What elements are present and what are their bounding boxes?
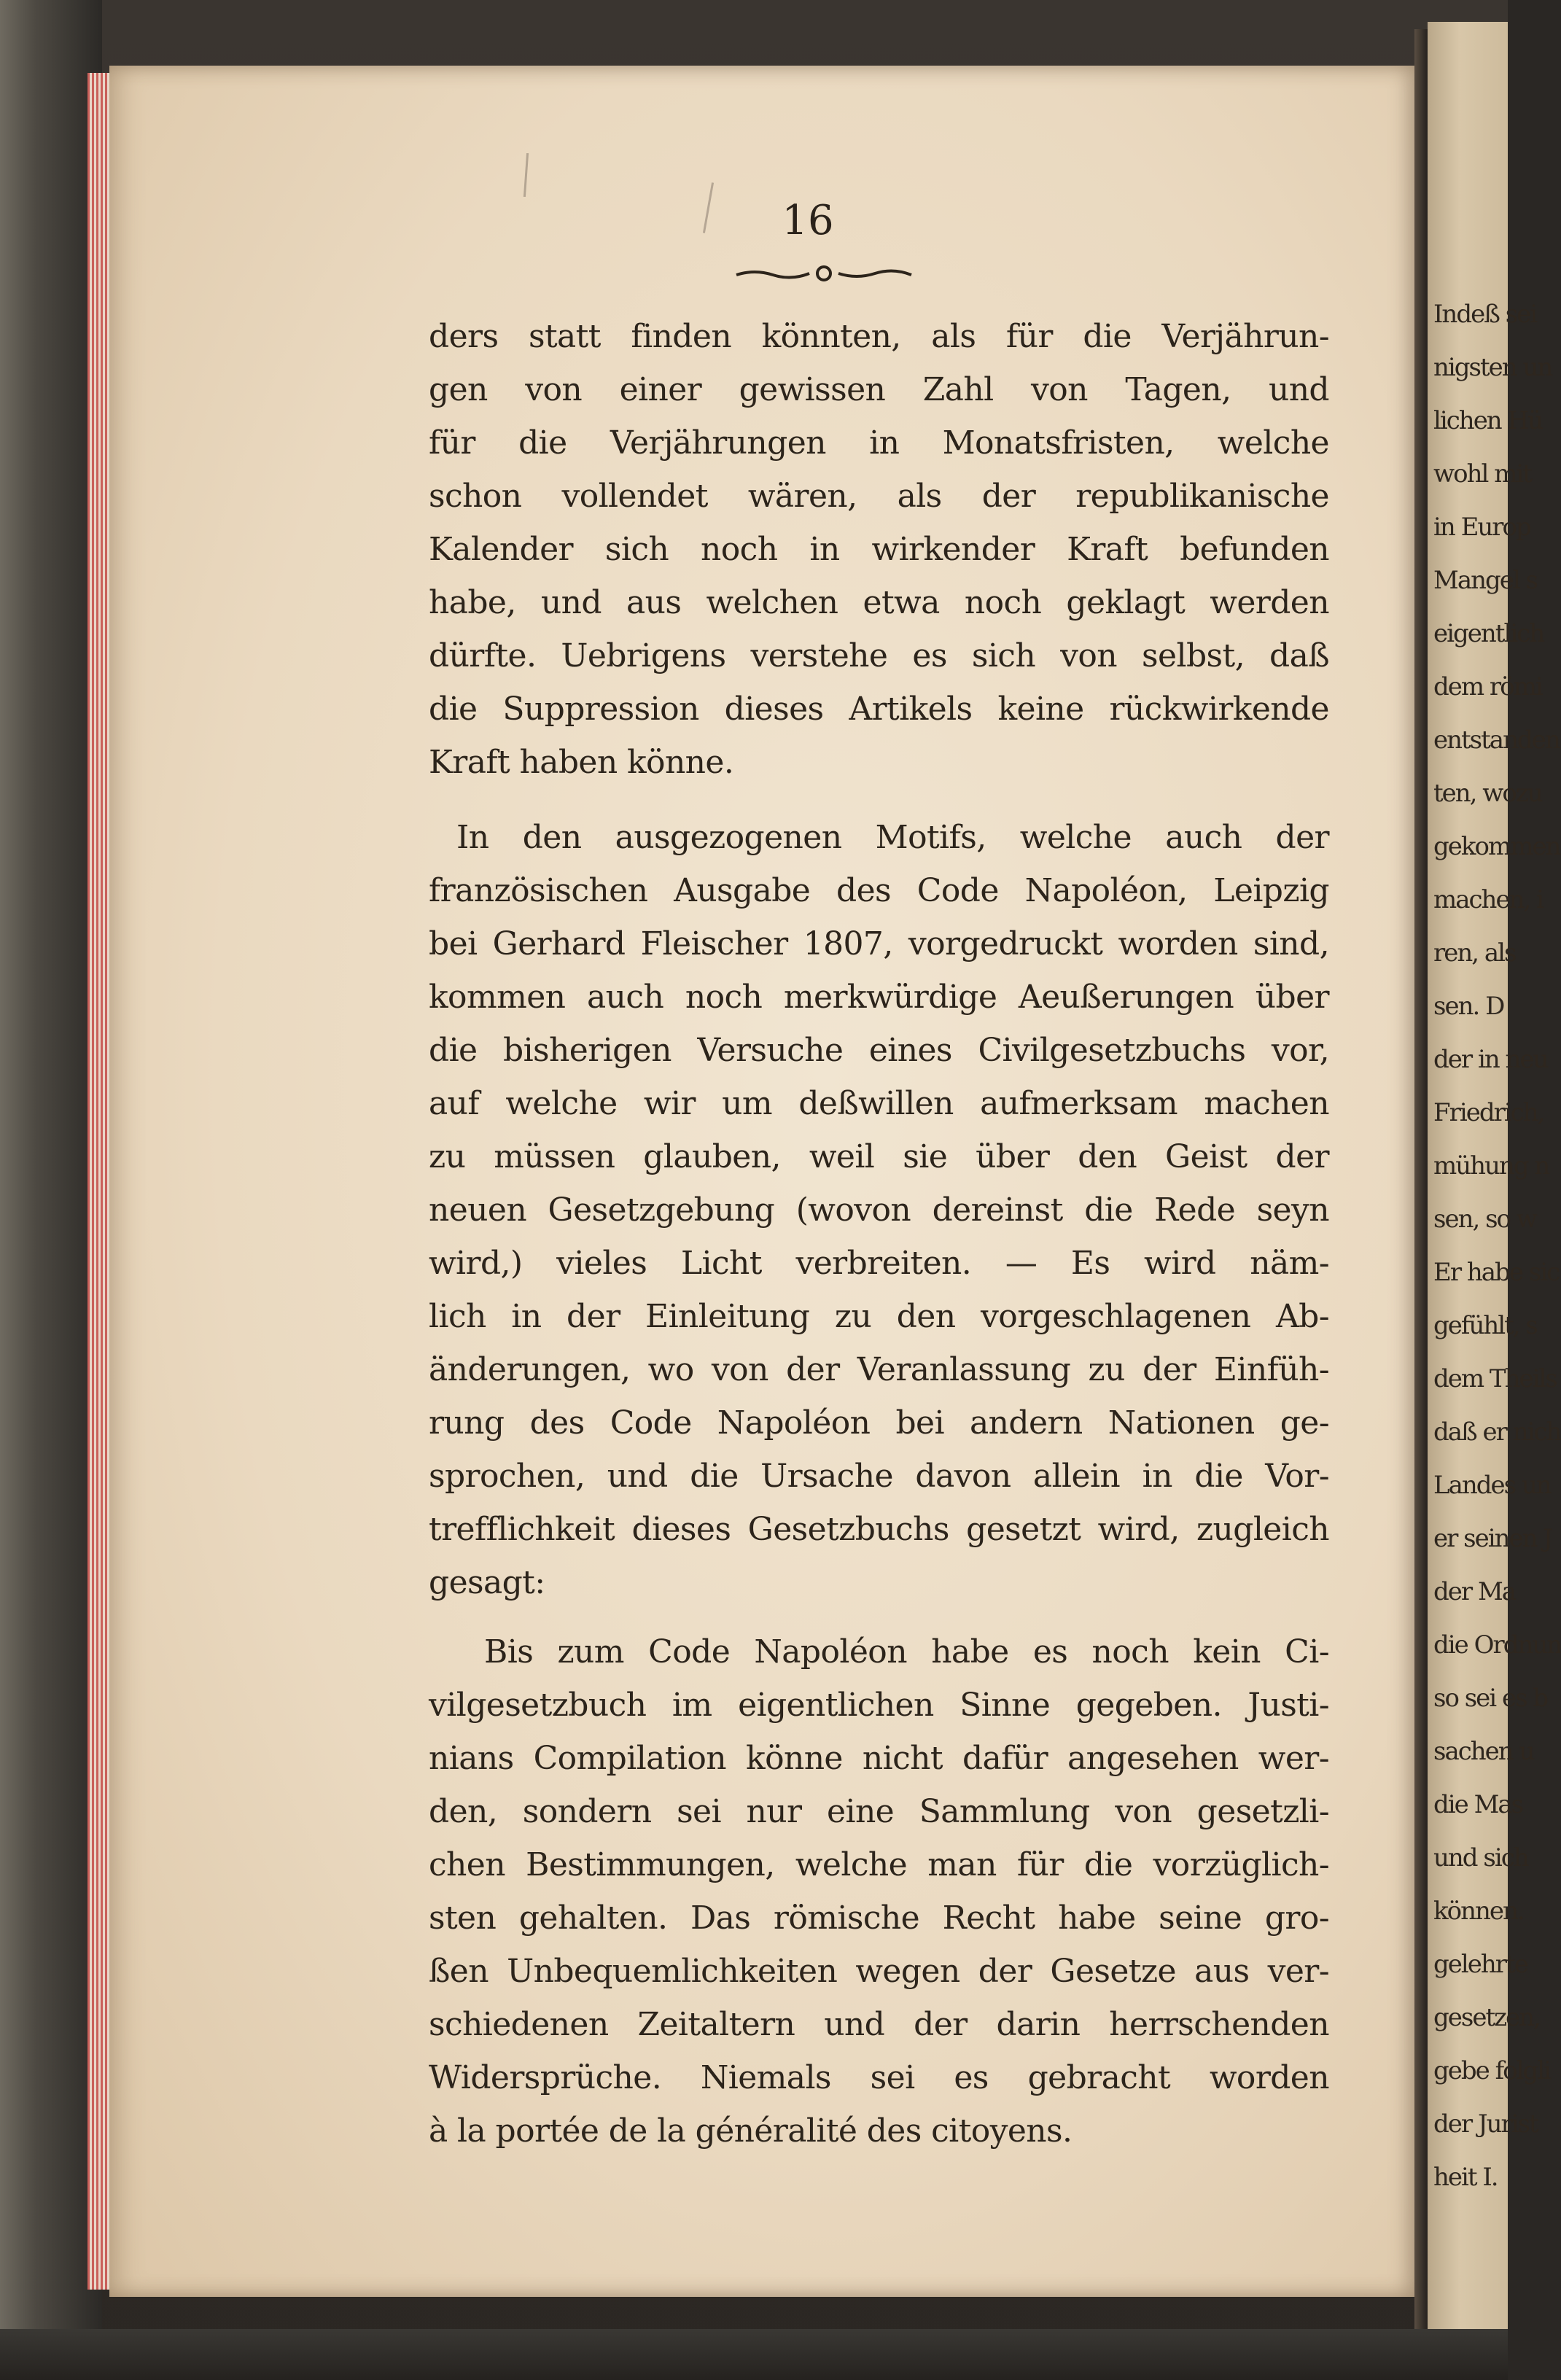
adjacent-page-line: sen, so w	[1433, 1205, 1536, 1234]
adjacent-page-text	[1428, 288, 1561, 2204]
ornament-divider-icon	[733, 259, 915, 288]
paragraph-continuation	[429, 310, 1329, 789]
adjacent-page-line: können.	[1433, 1897, 1524, 1926]
text-line: wird,) vieles Licht verbreiten. — Es wird näm-	[429, 1245, 1329, 1282]
text-line: gesagt:	[429, 1564, 545, 1601]
adjacent-page-line: der in neu	[1433, 1045, 1548, 1074]
adjacent-page-line: der Ma	[1433, 1577, 1516, 1606]
text-line: die bisherigen Versuche eines Civilgesetzbuchs vor,	[429, 1032, 1329, 1069]
text-line: auf welche wir um deßwillen aufmerksam machen	[429, 1085, 1329, 1122]
adjacent-page-line: ren, als	[1433, 938, 1516, 968]
page-number: 16	[782, 197, 834, 244]
text-line: à la portée de la généralité des citoyens.	[429, 2112, 1073, 2150]
adjacent-page-line: gefühlt, s	[1433, 1311, 1537, 1340]
adjacent-page-line: lichen Hü	[1433, 406, 1543, 435]
adjacent-page-line: mühung n	[1433, 1151, 1549, 1181]
adjacent-page-line: so sei es b	[1433, 1684, 1548, 1713]
book-gutter	[1414, 29, 1429, 2333]
text-line: trefflichkeit dieses Gesetzbuchs gesetzt wird, zugleich	[429, 1511, 1329, 1548]
text-line: den, sondern sei nur eine Sammlung von gesetzli-	[429, 1793, 1329, 1830]
text-line: neuen Gesetzgebung (wovon dereinst die Rede seyn	[429, 1191, 1329, 1229]
page-text	[429, 310, 1329, 2158]
text-line: sten gehalten. Das römische Recht habe seine gro-	[429, 1899, 1329, 1937]
paragraph-motifs	[429, 811, 1329, 1609]
book-cover-left	[0, 0, 102, 2380]
text-line: gen von einer gewissen Zahl von Tagen, und	[429, 371, 1329, 408]
adjacent-page-line: dem römi	[1433, 672, 1542, 701]
text-line: ßen Unbequemlichkeiten wegen der Gesetze aus ver-	[429, 1953, 1329, 1990]
adjacent-page-line: die Ordnun	[1433, 1630, 1561, 1660]
adjacent-page-line: Indeß sei	[1433, 300, 1537, 329]
adjacent-page-line: Friedrich,	[1433, 1098, 1544, 1127]
adjacent-page-line: Er habe sic	[1433, 1258, 1560, 1287]
adjacent-page-line: daß er nich	[1433, 1418, 1561, 1447]
text-line: für die Verjährungen in Monatsfristen, welche	[429, 424, 1329, 462]
text-line: rung des Code Napoléon bei andern Nationen ge-	[429, 1404, 1329, 1442]
adjacent-page-line: nigsten un	[1433, 353, 1552, 382]
text-line: ders statt finden könnten, als für die Verjährun-	[429, 318, 1329, 355]
adjacent-page-line: dem Theils	[1433, 1364, 1557, 1393]
text-line: sprochen, und die Ursache davon allein in die Vor-	[429, 1458, 1329, 1495]
text-line: chen Bestimmungen, welche man für die vorzüglich-	[429, 1846, 1329, 1883]
pencil-mark	[703, 182, 714, 233]
adjacent-page-line: der Jurist	[1433, 2109, 1538, 2139]
adjacent-page-line: gebe folgli	[1433, 2056, 1551, 2085]
adjacent-page-line: gelehrte	[1433, 1950, 1527, 1979]
adjacent-page-line: Mangel s	[1433, 566, 1537, 595]
adjacent-page-line: in Europ	[1433, 513, 1530, 542]
quotation-paragraph	[429, 1625, 1329, 2158]
adjacent-page-line: und sich	[1433, 1843, 1528, 1872]
text-line: bei Gerhard Fleischer 1807, vorgedruckt worden sind,	[429, 925, 1329, 962]
text-line: vilgesetzbuch im eigentlichen Sinne gegeben. Justi-	[429, 1687, 1329, 1724]
text-line: Kalender sich noch in wirkender Kraft befunden	[429, 531, 1329, 568]
adjacent-page-line: die Mas	[1433, 1790, 1523, 1819]
text-line: Widersprüche. Niemals sei es gebracht worden	[429, 2059, 1329, 2096]
text-line: nians Compilation könne nicht dafür angesehen wer-	[429, 1740, 1329, 1777]
adjacent-page-line: gesetzen,	[1433, 2003, 1540, 2032]
adjacent-page	[1428, 22, 1561, 2341]
text-line: änderungen, wo von der Veranlassung zu der Einfüh-	[429, 1351, 1329, 1388]
text-line: lich in der Einleitung zu den vorgeschlagenen Ab-	[429, 1298, 1329, 1335]
pencil-mark	[523, 153, 529, 197]
adjacent-page-line: ten, wozu	[1433, 779, 1542, 808]
text-line: schon vollendet wären, als der republikanische	[429, 478, 1329, 515]
text-line: habe, und aus welchen etwa noch geklagt werden	[429, 584, 1329, 621]
adjacent-page-line: machen, i	[1433, 885, 1543, 914]
text-line: zu müssen glauben, weil sie über den Geist der	[429, 1138, 1329, 1175]
adjacent-page-line: Landes un	[1433, 1471, 1551, 1500]
adjacent-page-line: heit I.	[1433, 2163, 1498, 2192]
text-line: die Suppression dieses Artikels keine rückwirkende	[429, 691, 1329, 728]
adjacent-page-line: eigentlich	[1433, 619, 1544, 648]
text-line: In den ausgezogenen Motifs, welche auch der	[456, 819, 1329, 856]
adjacent-page-line: entstanden	[1433, 726, 1560, 755]
adjacent-page-line: gekommen	[1433, 832, 1560, 861]
text-line: französischen Ausgabe des Code Napoléon, Leipzig	[429, 872, 1329, 909]
text-line: Kraft haben könne.	[429, 744, 734, 781]
adjacent-page-line: sen. D	[1433, 992, 1504, 1021]
adjacent-page-line: sachen u	[1433, 1737, 1534, 1766]
text-line: kommen auch noch merkwürdige Aeußerungen über	[429, 979, 1329, 1016]
text-line: schiedenen Zeitaltern und der darin herrschenden	[429, 2006, 1329, 2043]
book-cover-bottom	[0, 2329, 1508, 2380]
text-line: Bis zum Code Napoléon habe es noch kein Ci-	[484, 1633, 1329, 1671]
adjacent-page-line: wohl mit	[1433, 459, 1531, 489]
adjacent-page-line: er seinen J	[1433, 1524, 1552, 1553]
text-line: dürfte. Uebrigens verstehe es sich von selbst, daß	[429, 637, 1329, 674]
